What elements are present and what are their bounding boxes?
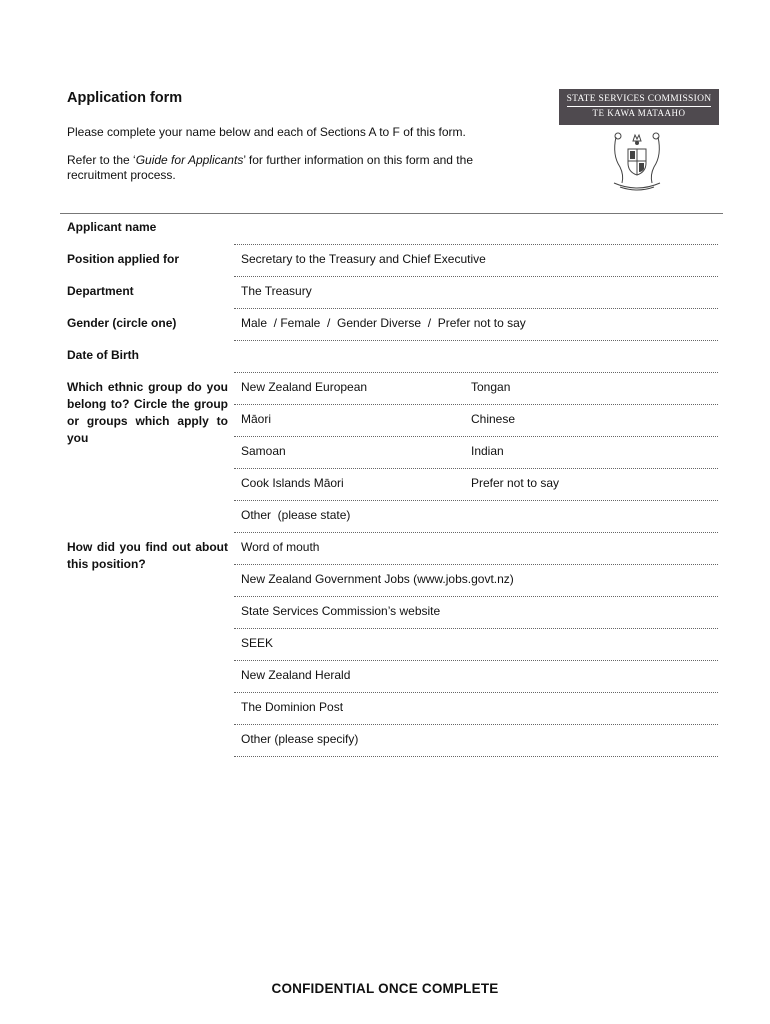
section-divider [60, 213, 723, 214]
gender-options[interactable]: Male / Female / Gender Diverse / Prefer not to say [241, 316, 526, 330]
gender-label: Gender (circle one) [67, 316, 177, 330]
source-row-line [234, 724, 718, 725]
source-row-line [234, 564, 718, 565]
ethnic-option[interactable]: Māori [241, 412, 272, 426]
ethnic-option-other[interactable]: Other (please state) [241, 508, 351, 522]
source-row-line [234, 692, 718, 693]
guide-title: Guide for Applicants [135, 153, 244, 167]
source-row-line [234, 660, 718, 661]
source-label: How did you find out about this position? [67, 540, 228, 571]
ethnic-option[interactable]: Tongan [471, 380, 511, 394]
ethnic-option[interactable]: Chinese [471, 412, 516, 426]
logo-line-2: TE KAWA MATAAHO [592, 108, 686, 118]
dob-label: Date of Birth [67, 348, 139, 362]
position-value[interactable]: Secretary to the Treasury and Chief Executive [241, 252, 486, 266]
source-row-line [234, 628, 718, 629]
source-option[interactable]: The Dominion Post [241, 700, 344, 714]
applicant-name-line[interactable] [234, 244, 718, 245]
source-option[interactable]: Other (please specify) [241, 732, 359, 746]
ethnic-option[interactable]: Cook Islands Māori [241, 476, 344, 490]
page-title: Application form [67, 90, 183, 106]
ethnic-row-line [234, 436, 718, 437]
source-row-line [234, 756, 718, 757]
guide-text-before: Refer to the ‘ [67, 153, 136, 167]
guide-text-after: ’ for further information on this form and the recruitment process. [67, 153, 473, 182]
source-option[interactable]: Word of mouth [241, 540, 320, 554]
ethnic-group-label: Which ethnic group do you belong to? Circle the group or groups which apply to you [67, 380, 228, 445]
logo-line-1: STATE SERVICES COMMISSION [566, 94, 712, 104]
source-option[interactable]: New Zealand Herald [241, 668, 351, 682]
applicant-name-label: Applicant name [67, 220, 157, 234]
dob-line[interactable] [234, 372, 718, 373]
intro-text: Please complete your name below and each of Sections A to F of this form. [67, 125, 466, 139]
source-option[interactable]: SEEK [241, 636, 274, 650]
department-line [234, 308, 718, 309]
ethnic-row-line [234, 532, 718, 533]
source-option[interactable]: New Zealand Government Jobs (www.jobs.govt.nz) [241, 572, 514, 586]
coat-of-arms-icon [606, 127, 668, 191]
ethnic-option[interactable]: Prefer not to say [471, 476, 560, 490]
ethnic-row-line [234, 404, 718, 405]
department-value[interactable]: The Treasury [241, 284, 312, 298]
position-label: Position applied for [67, 252, 180, 266]
ethnic-row-line [234, 500, 718, 501]
position-line [234, 276, 718, 277]
ethnic-option[interactable]: Samoan [241, 444, 286, 458]
commission-logo [559, 89, 719, 125]
gender-line [234, 340, 718, 341]
logo-rule [567, 106, 711, 107]
source-row-line [234, 596, 718, 597]
ethnic-option[interactable]: New Zealand European [241, 380, 368, 394]
department-label: Department [67, 284, 134, 298]
ethnic-option[interactable]: Indian [471, 444, 504, 458]
source-option[interactable]: State Services Commission’s website [241, 604, 441, 618]
confidential-footer: CONFIDENTIAL ONCE COMPLETE [271, 981, 499, 996]
guide-reference-text [67, 153, 527, 183]
ethnic-row-line [234, 468, 718, 469]
